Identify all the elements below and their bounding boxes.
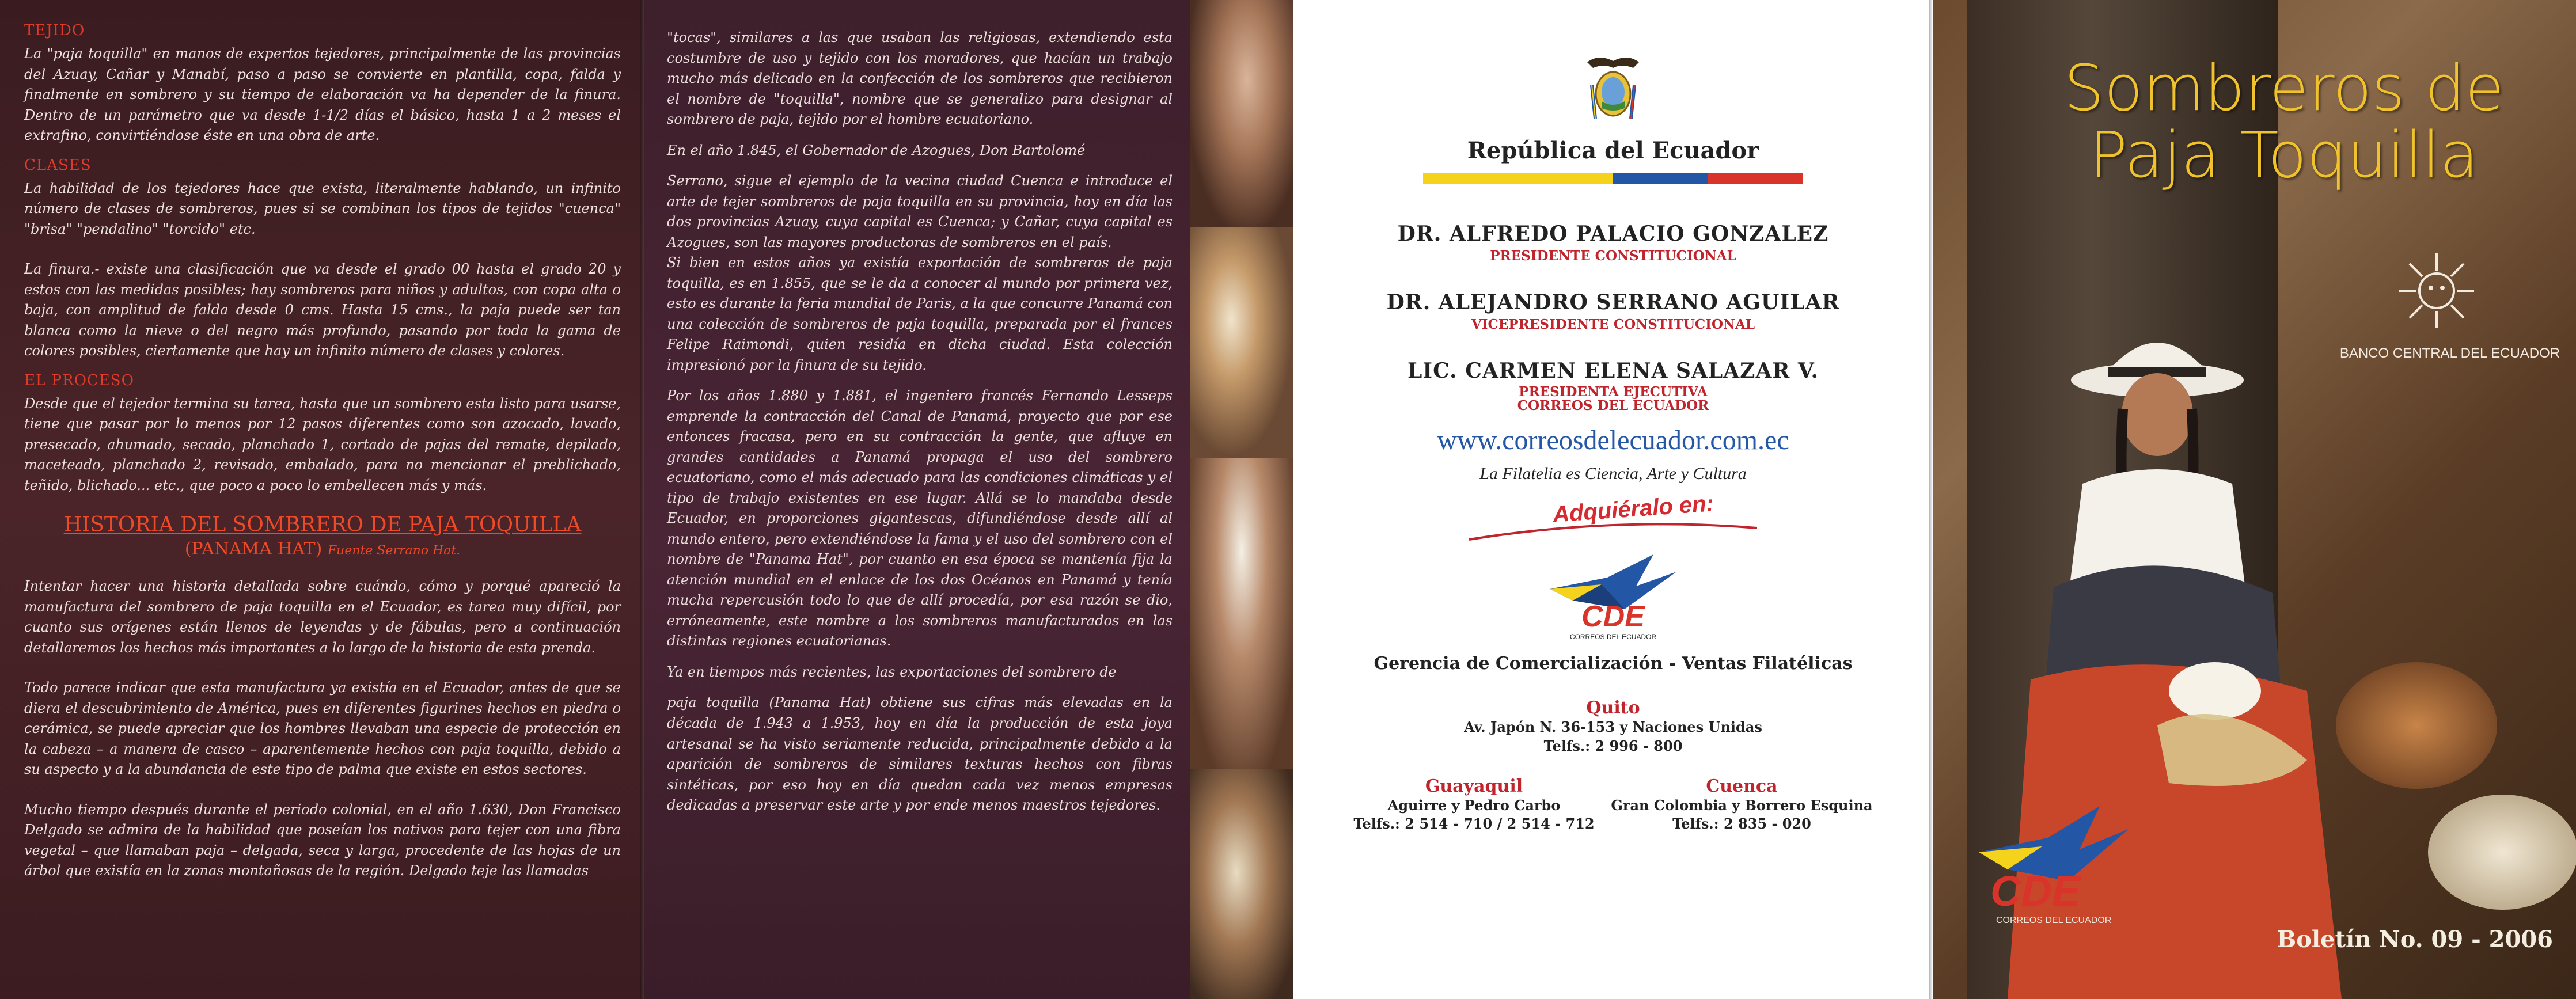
address-quito: Av. Japón N. 36-153 y Naciones Unidas [1464, 719, 1762, 736]
executive-role-line-1: PRESIDENTA EJECUTIVA [1519, 384, 1708, 400]
city-guayaquil: Guayaquil [1425, 776, 1523, 797]
historia-paragraph-1: Intentar hacer una historia detallada sobre cuándo, cómo y porqué apareció la manufactura del sombrero de paja toquilla en el Ecuador, es tarea muy difícil, por cuanto sus orígenes están llenos de leyendas y de fábulas, pero a continuación detallaremos los hechos más importantes a lo largo de la historia de esta prenda. [24, 578, 621, 656]
phone-guayaquil: Telfs.: 2 514 - 710 / 2 514 - 712 [1353, 815, 1595, 833]
finura-text: La finura.- existe una clasificación que va desde el grado 00 hasta el grado 20 y estos con las medidas posibles; hay sombreros para niños y adultos, con copa alta o baja, con amplitud de falda desde 0 cms. Hasta 15 cms., la paja puede ser tan blanca como la nieve o del negro más profundo, pasando por toda la gama de colores posibles, ciertamente que hay un infinito número de clases y colores. [24, 261, 621, 359]
photo-weaver [1190, 458, 1293, 772]
website-url[interactable]: www.correosdelecuador.com.ec [1437, 425, 1789, 456]
history-paragraph-8: Ya en tiempos más recientes, las exportaciones del sombrero de [667, 663, 1117, 680]
history-paragraph-4: "tocas", similares a las que usaban las religiosas, extendiendo esta costumbre de uso y tejido con los moradores, que hacían un trabajo mucho más delicado en la confección de los sombreros que recibieron el nombre de "toquilla", nombre que se generalizo para designar al sombrero de paja, tejido por el hombre ecuatoriano. [667, 29, 1173, 128]
hat-image [2428, 795, 2576, 910]
executive-role-line-2: CORREOS DEL ECUADOR [1517, 398, 1709, 414]
phone-cuenca: Telfs.: 2 835 - 020 [1672, 815, 1811, 833]
cde-logo [1538, 554, 1688, 641]
flag-blue [1613, 173, 1708, 184]
city-quito: Quito [1586, 698, 1640, 719]
cover-panel [1933, 0, 2576, 999]
offices-row [1293, 776, 1933, 834]
cover-title-line-2: Paja Toquilla [2089, 117, 2479, 192]
cover-cde-text: CDE [1990, 867, 2081, 915]
phone-quito: Telfs.: 2 996 - 800 [1543, 737, 1683, 754]
clases-heading: CLASES [24, 156, 92, 174]
office-quito [1293, 698, 1933, 755]
city-cuenca: Cuenca [1706, 776, 1778, 797]
executive-president-role [1293, 385, 1933, 413]
proceso-text: Desde que el tejedor termina su tarea, hasta que un sombrero esta listo para usarse, tiene que pasar por lo menos por 12 pasos diferentes como son azocado, lavado, presecado, ahumado, secado, planchado 1, cortado de pajas del remate, depilado, maceteado, planchado 2, revisado, embalado, para no mencionar el preblichado, teñido, blichado... etc., que poco a poco lo embellecen más y más. [24, 395, 621, 493]
clases-text: La habilidad de los tejedores hace que exista, literalmente hablando, un infinito número de clases de sombreros, pues si se combinan los tipos de tejidos "cuenca" "brisa" "pendalino" "torcido" etc. [24, 180, 621, 237]
address-guayaquil: Aguirre y Pedro Carbo [1387, 797, 1561, 814]
president-role: PRESIDENTE CONSTITUCIONAL [1490, 248, 1736, 264]
office-cuenca [1611, 776, 1872, 834]
cover-cde-logo [1967, 806, 2140, 933]
panama-hat-label: (PANAMA HAT) [184, 539, 323, 560]
basket-image [2336, 662, 2497, 789]
slogan: La Filatelia es Ciencia, Arte y Cultura [1479, 464, 1747, 484]
flag-red [1708, 173, 1803, 184]
photo-woman-portrait [1190, 0, 1293, 230]
executive-president-name: LIC. CARMEN ELENA SALAZAR V. [1407, 359, 1819, 383]
tejido-heading: TEJIDO [24, 22, 85, 39]
proceso-heading: EL PROCESO [24, 371, 134, 389]
historia-source: Fuente Serrano Hat. [327, 544, 461, 559]
historia-heading: HISTORIA DEL SOMBRERO DE PAJA TOQUILLA [63, 513, 582, 537]
photo-hat-maker [1190, 769, 1293, 999]
historia-paragraph-2: Todo parece indicar que esta manufactura ya existía en el Ecuador, antes de que se diera el descubrimiento de América, pues en diferentes figurines hechos en piedra o cerámica, se puede apreciar que los hombres llevaban una especie de protección en la cabeza – a manera de casco – aparentemente hechos con paja toquilla, debido a su aspecto y a la abundancia de este tipo de palma que existe en estos sectores. [24, 679, 621, 778]
historia-subheading [24, 539, 621, 559]
cde-logo-subtext: CORREOS DEL ECUADOR [1569, 633, 1657, 641]
republic-title: República del Ecuador [1467, 137, 1759, 164]
cde-logo-text: CDE [1581, 600, 1645, 634]
adquieralo-label: Adquiéralo en: [1551, 491, 1715, 527]
address-cuenca: Gran Colombia y Borrero Esquina [1611, 797, 1873, 814]
president-name: DR. ALFREDO PALACIO GONZALEZ [1397, 222, 1829, 246]
photo-hat-weaving [1190, 227, 1293, 461]
history-paragraph-5: En el año 1.845, el Gobernador de Azogues, Don Bartolomé [667, 142, 1086, 158]
cover-cde-subtext: CORREOS DEL ECUADOR [1996, 916, 2112, 925]
text-panel-left [0, 0, 644, 999]
historia-paragraph-3: Mucho tiempo después durante el periodo colonial, en el año 1.630, Don Francisco Delgado se admira de la habilidad que poseían los nativos para tejer con una fibra vegetal – que llamaban paja – delgada, seca y larga, procedente de las hojas de un árbol que existía en la zonas montañosas de la región. Delgado teje las llamadas [24, 801, 621, 879]
bank-name: BANCO CENTRAL DEL ECUADOR [2339, 345, 2560, 361]
history-paragraph-9: paja toquilla (Panama Hat) obtiene sus cifras más elevadas en la década de 1.943 a 1.953, hoy en día la producción de esta joya artesanal se ha visto seriamente reducida, principalmente debido a la aparición de sombreros de similares texturas hechos con fibras sintéticas, por eso hoy en día quedan cada vez menos empresas dedicadas a preservar este arte y por ende menos maestros tejedores. [667, 694, 1173, 814]
text-panel-middle [644, 0, 1190, 999]
vicepresident-role: VICEPRESIDENTE CONSTITUCIONAL [1471, 317, 1755, 332]
ecuador-coat-of-arms-icon [1581, 51, 1645, 126]
vicepresident-name: DR. ALEJANDRO SERRANO AGUILAR [1386, 290, 1840, 314]
history-paragraph-6: Serrano, sigue el ejemplo de la vecina ciudad Cuenca e introduce el arte de tejer sombreros de paja toquilla en su provincia, hoy en día las dos provincias Azuay, cuya capital es Cuenca; y Cañar, cuya capital es Azogues, son las mayores productoras de sombreros en el país. Si bien en estos años ya existía exportación de sombreros de paja toquilla, es en 1.855, que se le da a conocer al mundo por primera vez, esto es durante la feria mundial de Paris, a la que concurre Panamá con una colección de sombreros de paja toquilla, preparada por el frances Felipe Raimondi, quien residía en dicha ciudad. Esta colección impresionó por la finura de su tejido. [667, 173, 1173, 373]
banco-central-sun-icon [2393, 248, 2480, 334]
info-panel [1293, 0, 1933, 999]
cover-title-line-1: Sombreros de [2063, 51, 2505, 125]
gerencia-label: Gerencia de Comercialización - Ventas Filatélicas [1374, 654, 1853, 674]
flag-yellow [1423, 173, 1613, 184]
boletin-number: Boletín No. 09 - 2006 [2277, 926, 2553, 953]
flag-stripe [1423, 173, 1803, 184]
history-paragraph-7: Por los años 1.880 y 1.881, el ingeniero francés Fernando Lesseps emprende la contracción del Canal de Panamá, proyecto que por ese entonces fracasa, pero en su contracción la gente, que afluye en grandes cantidades a Panamá propaga el uso del sombrero ecuatoriano, como el más adecuado para las condiciones climáticas y el tipo de trabajo existentes en ese lugar. Allá se lo mandaba desde Ecuador, en proporciones gigantescas, difundiéndose desde allí al mundo entero, pero extendiéndose la fama y el uso del sombrero con el nombre de "Panama Hat", por cuanto en esa época se mantenía fija la atención mundial en el enlace de los dos Océanos en Panamá y tenía mucha repercusión todo lo que de allí procedía, por esa razón se dio, erróneamente, este nombre a los sombreros manufacturados en las distintas regiones ecuatorianas. [667, 388, 1173, 649]
photo-strip [1190, 0, 1293, 999]
cover-title [2025, 51, 2543, 192]
office-guayaquil [1353, 776, 1594, 834]
tejido-text: La "paja toquilla" en manos de expertos tejedores, principalmente de las provincias del Azuay, Cañar y Manabí, paso a paso se convierte en plantilla, copa, falda y finalmente en sombrero y su tiempo de elaboración va ha depender de la finura. Dentro de un parámetro que va desde 1-1/2 días el básico, hasta 1 a 2 meses el extrafino, convirtiéndose éste en una obra de arte. [24, 45, 621, 144]
